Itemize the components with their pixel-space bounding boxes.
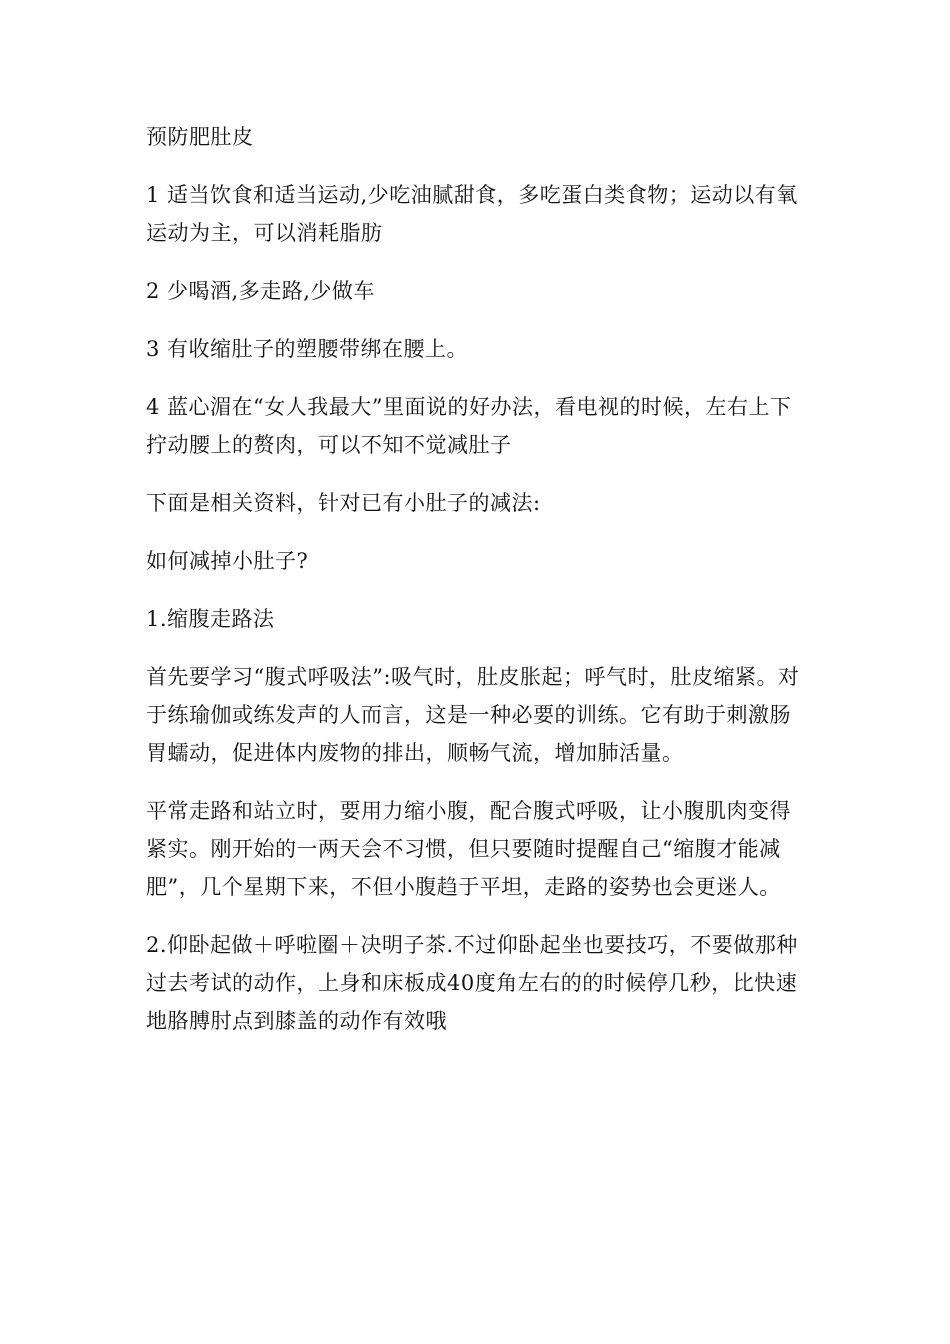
paragraph-tip-3: 3 有收缩肚子的塑腰带绑在腰上。 — [146, 337, 469, 361]
paragraph-tip-1: 1 适当饮食和适当运动,少吃油腻甜食，多吃蛋白类食物；运动以有氧运动为主，可以消耗脂肪 — [146, 183, 798, 245]
section-heading: 如何减掉小肚子? — [146, 549, 309, 573]
document-title: 预防肥肚皮 — [146, 125, 254, 149]
paragraph-intro: 下面是相关资料，针对已有小肚子的减法: — [146, 491, 541, 515]
method-1-heading: 1.缩腹走路法 — [146, 607, 275, 631]
paragraph-breathing: 首先要学习“腹式呼吸法”:吸气时，肚皮胀起；呼气时，肚皮缩紧。对于练瑜伽或练发声的人而言，这是一种必要的训练。它有助于刺激肠胃蠕动，促进体内废物的排出，顺畅气流，增加肺活量。 — [146, 665, 800, 765]
paragraph-tip-2: 2 少喝酒,多走路,少做车 — [146, 279, 375, 303]
paragraph-tip-4: 4 蓝心湄在“女人我最大”里面说的好办法，看电视的时候，左右上下拧动腰上的赘肉，可以不知不觉减肚子 — [146, 395, 792, 457]
document-body — [146, 118, 810, 1060]
paragraph-method-2: 2.仰卧起做＋呼啦圈＋决明子茶.不过仰卧起坐也要技巧，不要做那种过去考试的动作，上身和床板成40度角左右的的时候停几秒，比快速地胳膊肘点到膝盖的动作有效哦 — [146, 933, 798, 1033]
paragraph-walking: 平常走路和站立时，要用力缩小腹，配合腹式呼吸，让小腹肌肉变得紧实。刚开始的一两天会不习惯，但只要随时提醒自己“缩腹才能减肥”，几个星期下来，不但小腹趋于平坦，走路的姿势也会更迷人。 — [146, 799, 791, 899]
